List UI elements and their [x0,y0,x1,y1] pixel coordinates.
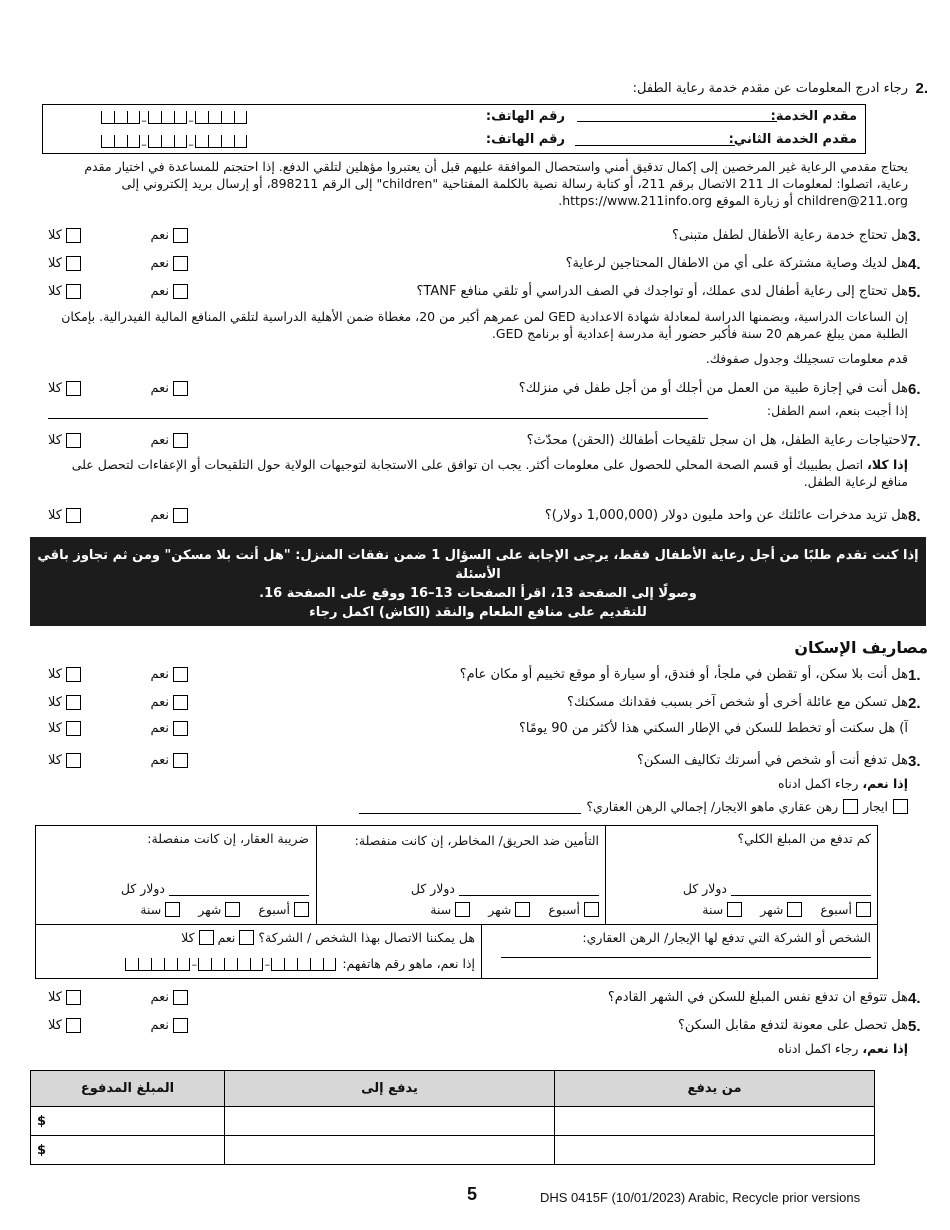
year-label: سنة [430,902,452,917]
yes-label: نعم [150,255,169,271]
month-label: شهر [198,902,222,917]
q3-yes[interactable] [150,228,188,243]
q5-note2: قدم معلومات تسجيلك وجدول صفوفك. [705,351,908,366]
h4-yes-checkbox[interactable] [173,990,188,1005]
q7-number: 7. [908,433,921,450]
h5-yes[interactable] [150,1018,188,1033]
yes-label: نعم [150,283,169,299]
no-label: كلا [48,720,62,736]
tax-label: ضريبة العقار، إن كانت منفصلة: [147,831,309,846]
total-amount [683,881,871,896]
h2a-yes[interactable] [150,721,188,736]
table-header-row [31,1071,875,1107]
housing-assistance-table [30,1070,875,1165]
h5-if-yes [778,1041,908,1056]
q6-sub: إذا أجبت بنعم، اسم الطفل: [766,403,908,418]
q4-number: 4. [908,256,921,273]
q6-number: 6. [908,381,921,398]
insurance-year-checkbox[interactable] [455,902,470,917]
phone-q-text: إذا نعم، ماهو رقم هاتفهم: [342,956,475,971]
h3-if-yes-text: رجاء اكمل ادناه [777,776,859,791]
no-label: كلا [48,432,62,448]
q4-text: هل لديك وصاية مشتركة على أي من الاطفال المحتاجين لرعاية؟ [565,256,908,271]
contact-no-label: كلا [181,930,195,945]
h1-no-checkbox[interactable] [66,667,81,682]
form-id: DHS 0415F (10/01/2023) Arabic, Recycle prior versions [540,1190,861,1205]
h1-text: هل أنت بلا سكن، أو تقطن في ملجأ، أو فندق، أو سيارة أو موقع تخييم أو مكان عام؟ [459,667,908,682]
insurance-month-checkbox[interactable] [515,902,530,917]
contact-question [181,930,475,945]
week-label: أسبوع [820,902,852,917]
h4-yes-no [48,988,188,1006]
q6-yes-no [48,379,188,397]
h1-number: 1. [908,667,921,684]
q8-no[interactable] [48,508,81,523]
q8-no-checkbox[interactable] [66,508,81,523]
child-care-only-banner [30,537,926,626]
q5-yes-checkbox[interactable] [173,284,188,299]
second-provider-label: مقدم الخدمة الثاني: [728,132,857,147]
second-phone-label: رقم الهاتف: [485,132,565,147]
h1-yes-no [48,665,188,683]
q3-number: 3. [908,228,921,245]
total-week-checkbox[interactable] [856,902,871,917]
rent-label: ايجار [863,799,888,814]
q5-yes-no [48,282,188,300]
provider-phone-field[interactable]: – – [101,108,247,128]
q7-text: لاحتياجات رعاية الطفل، هل ان سجل تلقيحات أطفالك (الحقن) محدّث؟ [526,433,908,448]
insurance-frequency [430,902,599,917]
dollars-each-label: دولار كل [682,881,727,896]
h5-text: هل تحصل على معونة لتدفع مقابل السكن؟ [677,1018,908,1033]
page-number: 5 [467,1184,478,1204]
dollars-each-label: دولار كل [410,881,455,896]
h3-yes[interactable] [150,753,188,768]
h4-yes[interactable] [150,990,188,1005]
year-label: سنة [140,902,162,917]
cost-top-row [36,826,877,925]
h2-yes-no [48,693,188,711]
h4-no[interactable] [48,990,81,1005]
h4-no-checkbox[interactable] [66,990,81,1005]
banner-line2: وصولًا إلى الصفحة 13، اقرأ الصفحات 13–16 ووقع على الصفحة 16. [259,586,697,601]
h2-yes[interactable] [150,695,188,710]
banner-line3: للتقديم على منافع الطعام والنقد (الكاش) اكمل رجاء [309,605,647,620]
h2a-text: آ) هل سكنت أو تخطط للسكن في الإطار السكني هذا لأكثر من 90 يومًا؟ [518,721,908,736]
q7-note [48,456,908,490]
child-name-field[interactable] [48,418,708,419]
h1-yes[interactable] [150,667,188,682]
rent-total-field[interactable] [359,800,581,814]
total-frequency [702,902,871,917]
q7-no-checkbox[interactable] [66,433,81,448]
h5-if-yes-text: رجاء اكمل ادناه [777,1041,859,1056]
h5-yes-no [48,1016,188,1034]
total-label: كم تدفع من المبلغ الكلي؟ [737,831,871,846]
payee-field[interactable] [501,957,871,958]
q3-yes-checkbox[interactable] [173,228,188,243]
q5-no-checkbox[interactable] [66,284,81,299]
insurance-amount [411,881,599,896]
h2a-no-checkbox[interactable] [66,721,81,736]
h2-no[interactable] [48,695,81,710]
no-label: كلا [48,752,62,768]
q5-text: هل تحتاج إلى رعاية أطفال لدى عملك، أو تواجدك في الصف الدراسي أو تلقي منافع TANF؟ [416,284,908,299]
insurance-label: التأمين ضد الحريق/ المخاطر، إن كانت منفصلة: [354,833,599,848]
insurance-amount-field[interactable] [459,884,599,896]
h4-text: هل تتوقع ان تدفع نفس المبلغ للسكن في الشهر القادم؟ [607,990,908,1005]
year-label: سنة [702,902,724,917]
q8-yes-checkbox[interactable] [173,508,188,523]
q8-yes[interactable] [150,508,188,523]
no-label: كلا [48,380,62,396]
h2-no-checkbox[interactable] [66,695,81,710]
week-label: أسبوع [258,902,290,917]
dollars-each-label: دولار كل [120,881,165,896]
total-amount-field[interactable] [731,884,871,896]
no-label: كلا [48,227,62,243]
h2a-yes-checkbox[interactable] [173,721,188,736]
q4-yes[interactable] [150,256,188,271]
q3-no[interactable] [48,228,81,243]
cell-amount[interactable]: $ [31,1136,225,1165]
q4-yes-checkbox[interactable] [173,256,188,271]
phone-label: رقم الهاتف: [485,109,565,124]
yes-label: نعم [150,507,169,523]
q7-yes-no [48,431,188,449]
q2-intro: رجاء ادرج المعلومات عن مقدم خدمة رعاية الطفل: [632,81,908,96]
payee-label: الشخص أو الشركة التي تدفع لها الإيجار/ الرهن العقاري: [582,930,871,945]
q8-text: هل تزيد مدخرات عائلتك عن واحد مليون دولار (1,000,000 دولار)؟ [544,508,908,523]
no-label: كلا [48,989,62,1005]
q6-no-checkbox[interactable] [66,381,81,396]
q5-yes[interactable] [150,284,188,299]
h3-yes-checkbox[interactable] [173,753,188,768]
no-label: كلا [48,1017,62,1033]
contact-phone [125,955,475,971]
h5-yes-checkbox[interactable] [173,1018,188,1033]
contact-cell [36,925,482,978]
q3-no-checkbox[interactable] [66,228,81,243]
q4-no[interactable] [48,256,81,271]
second-provider-name-field[interactable] [575,145,735,146]
contact-yes-checkbox[interactable] [239,930,254,945]
cell-amount[interactable]: $ [31,1107,225,1136]
tax-frequency [140,902,309,917]
q7-yes[interactable] [150,433,188,448]
cell-who-pays[interactable] [555,1107,875,1136]
payee-cell [482,925,877,978]
provider-label: مقدم الخدمة: [770,109,857,124]
col-amount: المبلغ المدفوع [31,1071,225,1107]
h1-no[interactable] [48,667,81,682]
contact-q-text: هل يمكننا الاتصال بهذا الشخص / الشركة؟ [258,930,475,945]
tax-week-checkbox[interactable] [294,902,309,917]
h2a-yes-no [48,719,188,737]
q7-no[interactable] [48,433,81,448]
no-label: كلا [48,666,62,682]
table-row [31,1107,875,1136]
yes-label: نعم [150,752,169,768]
provider-name-field[interactable] [577,121,777,122]
week-label: أسبوع [548,902,580,917]
no-label: كلا [48,694,62,710]
contact-no-checkbox[interactable] [199,930,214,945]
h3-yes-no [48,751,188,769]
h3-if-yes-bold: إذا نعم، [862,776,908,791]
month-label: شهر [760,902,784,917]
q8-number: 8. [908,508,921,525]
provider-box [42,104,866,154]
tax-month-checkbox[interactable] [225,902,240,917]
h3-if-yes [778,776,908,791]
yes-label: نعم [150,1017,169,1033]
h2a-no[interactable] [48,721,81,736]
yes-label: نعم [150,227,169,243]
h3-number: 3. [908,753,921,770]
h4-number: 4. [908,990,921,1007]
cell-pays-to[interactable] [225,1136,555,1165]
intro-paragraph: يحتاج مقدمي الرعاية غير المرخصين إلى إكمال تدقيق أمني واستحصال الموافقة عليهم قبل أن يعتبروا مؤهلين لتلقي الدفع. إذا احتجتم للمساعدة في اختيار مقدم رعاية، اتصلوا: لمعلومات الـ 211 الاتصال برقم 211، أو كتابة رسالة نصية بالكلمة المفتاحية "children" إلى الرقم 898211، أو إرسال بريد إلكتروني إلى children@211.org أو زيارة الموقع https://www.211info.org. [84,159,908,208]
housing-cost-box [35,825,878,979]
q3-yes-no [48,226,188,244]
h2-text: هل تسكن مع عائلة أخرى أو شخص آخر بسبب فقدانك مسكنك؟ [567,695,908,710]
total-month-checkbox[interactable] [787,902,802,917]
yes-label: نعم [150,666,169,682]
month-label: شهر [488,902,512,917]
mortgage-checkbox[interactable] [843,799,858,814]
q7-yes-checkbox[interactable] [173,433,188,448]
q7-note-text: اتصل بطبيبك أو قسم الصحة المحلي للحصول على معلومات أكثر. يجب ان توافق على الاستجابة لتوجيهات الولاية حول التلقيحات أو الإعفاءات لتحصل على منافع لرعاية الطفل. [71,457,908,489]
q6-yes[interactable] [150,381,188,396]
h2-number: 2. [908,695,921,712]
property-tax-cell [36,826,315,925]
col-pays-to: يدفع إلى [225,1071,555,1107]
q5-no[interactable] [48,284,81,299]
q4-no-checkbox[interactable] [66,256,81,271]
h3-no-checkbox[interactable] [66,753,81,768]
h5-if-yes-bold: إذا نعم، [862,1041,908,1056]
h2-yes-checkbox[interactable] [173,695,188,710]
q5-number: 5. [908,284,921,301]
yes-label: نعم [150,720,169,736]
q4-yes-no [48,254,188,272]
total-year-checkbox[interactable] [727,902,742,917]
contact-yes-label: نعم [217,930,236,945]
tax-amount-field[interactable] [169,884,309,896]
q6-text: هل أنت في إجازة طبية من العمل من أجلك أو من أجل طفل في منزلك؟ [518,381,908,396]
yes-label: نعم [150,380,169,396]
tax-amount [121,881,309,896]
cell-who-pays[interactable] [555,1136,875,1165]
col-who-pays: من يدفع [555,1071,875,1107]
q3-text: هل تحتاج خدمة رعاية الأطفال لطفل متبنى؟ [671,228,908,243]
cell-pays-to[interactable] [225,1107,555,1136]
q7-note-bold: إذا كلا، [867,457,908,472]
total-cost-cell [606,826,877,925]
h5-no-checkbox[interactable] [66,1018,81,1033]
q2-number: 2. [915,80,928,97]
h3-no[interactable] [48,753,81,768]
second-provider-phone-field[interactable]: – – [101,132,247,152]
table-row [31,1136,875,1165]
yes-label: نعم [150,694,169,710]
yes-label: نعم [150,432,169,448]
banner-line1: إذا كنت تقدم طلبًا من أجل رعاية الأطفال فقط، يرجى الإجابة على السؤال 1 ضمن نفقات المنزل: "هل أنت بلا مسكن" ومن ثم تجاوز باقي الأسئلة [37,548,919,582]
mortgage-label: رهن عقاري ماهو الايجار/ إجمالي الرهن العقاري؟ [586,799,839,814]
q6-no[interactable] [48,381,81,396]
q6-yes-checkbox[interactable] [173,381,188,396]
housing-title: مصاريف الإسكان [794,638,928,657]
rent-checkbox[interactable] [893,799,908,814]
contact-phone-field[interactable]: – – [125,955,336,971]
no-label: كلا [48,507,62,523]
tax-year-checkbox[interactable] [165,902,180,917]
q5-note: إن الساعات الدراسية، وبضمنها الدراسة لمعادلة شهادة الاعدادية GED لمن عمرهم أكبر من 20، مغطاة ضمن الأهلية الدراسية لتلقي المنافع المالية الفيدرالية. بإمكان الطلبة ممن يبلغ عمرهم 20 سنة فأكبر حضور أية مدرسة إعدادية أو برنامج GED. [61,309,908,341]
no-label: كلا [48,255,62,271]
h5-number: 5. [908,1018,921,1035]
insurance-cell [316,826,606,925]
h1-yes-checkbox[interactable] [173,667,188,682]
h3-rent-mortgage [359,799,908,814]
h5-no[interactable] [48,1018,81,1033]
no-label: كلا [48,283,62,299]
q8-yes-no [48,506,188,524]
yes-label: نعم [150,989,169,1005]
insurance-week-checkbox[interactable] [584,902,599,917]
h3-text: هل تدفع أنت أو شخص في أسرتك تكاليف السكن؟ [637,753,908,768]
